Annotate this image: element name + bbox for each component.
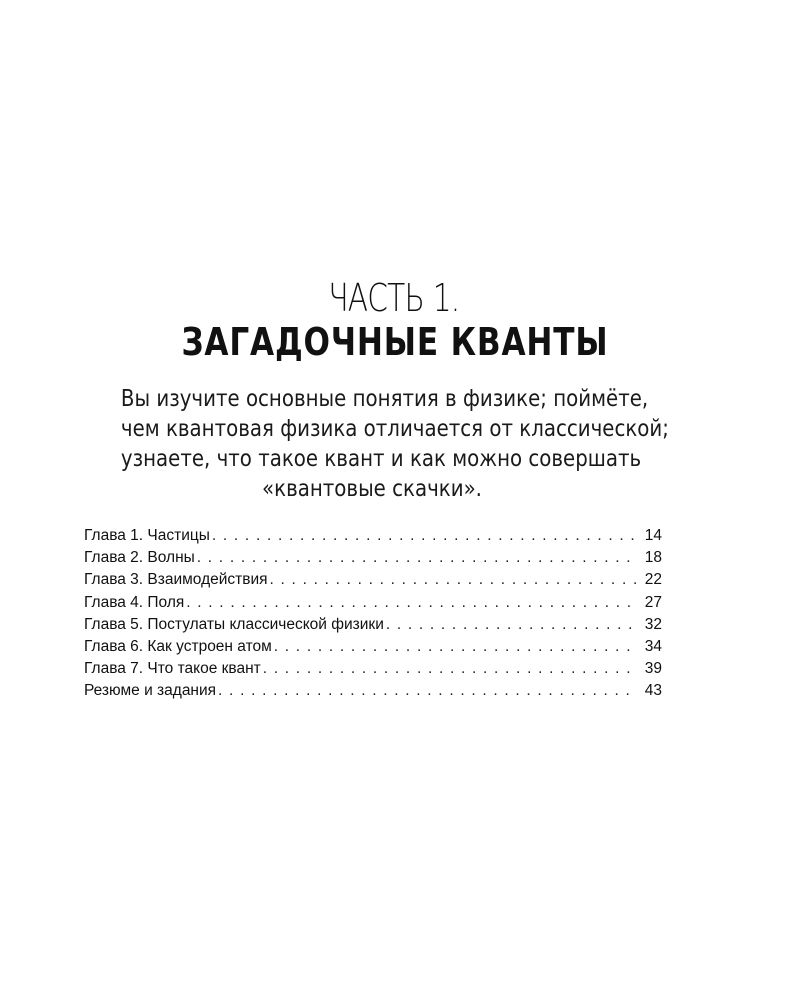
toc-entry[interactable] bbox=[84, 525, 662, 547]
intro-line: узнаете, что такое квант и как можно совершать bbox=[120, 446, 642, 472]
toc-dot-leader bbox=[218, 680, 636, 702]
toc-entry[interactable] bbox=[84, 658, 662, 680]
intro-line: Вы изучите основные понятия в физике; поймёте, bbox=[120, 386, 649, 412]
toc-entry[interactable] bbox=[84, 569, 662, 591]
toc-page-number: 22 bbox=[644, 571, 662, 589]
toc-entry[interactable] bbox=[84, 614, 662, 636]
toc-entry[interactable] bbox=[84, 592, 662, 614]
intro-line: «квантовые скачки». bbox=[262, 476, 482, 502]
toc-dot-leader bbox=[386, 614, 636, 636]
table-of-contents bbox=[84, 525, 662, 703]
part-number-heading: ЧАСТЬ 1. bbox=[328, 276, 460, 320]
toc-page-number: 34 bbox=[644, 637, 662, 655]
toc-page-number: 43 bbox=[644, 682, 662, 700]
toc-dot-leader bbox=[263, 658, 636, 680]
toc-entry-title: Глава 2. Волны bbox=[84, 549, 195, 567]
part-intro-paragraph bbox=[80, 384, 669, 504]
toc-entry-title: Глава 5. Постулаты классической физики bbox=[84, 615, 384, 633]
toc-entry[interactable] bbox=[84, 636, 662, 658]
toc-dot-leader bbox=[270, 569, 636, 591]
toc-page-number: 27 bbox=[644, 593, 662, 611]
part-title-heading: ЗАГАДОЧНЫЕ КВАНТЫ bbox=[181, 320, 609, 364]
toc-page-number: 39 bbox=[644, 660, 662, 678]
toc-entry-title: Глава 4. Поля bbox=[84, 593, 185, 611]
toc-entry-title: Глава 3. Взаимодействия bbox=[84, 571, 268, 589]
toc-page-number: 18 bbox=[644, 549, 662, 567]
toc-dot-leader bbox=[197, 547, 636, 569]
toc-dot-leader bbox=[212, 525, 636, 547]
toc-entry-title: Глава 7. Что такое квант bbox=[84, 660, 261, 678]
toc-entry-title: Резюме и задания bbox=[84, 682, 217, 700]
intro-line: чем квантовая физика отличается от классической; bbox=[120, 416, 669, 442]
toc-entry[interactable] bbox=[84, 680, 662, 702]
toc-page-number: 32 bbox=[644, 615, 662, 633]
toc-dot-leader bbox=[274, 636, 636, 658]
toc-page-number: 14 bbox=[644, 527, 662, 544]
toc-entry[interactable] bbox=[84, 547, 662, 569]
toc-entry-title: Глава 1. Частицы bbox=[84, 527, 210, 544]
toc-dot-leader bbox=[186, 592, 636, 614]
toc-entry-title: Глава 6. Как устроен атом bbox=[84, 637, 272, 655]
